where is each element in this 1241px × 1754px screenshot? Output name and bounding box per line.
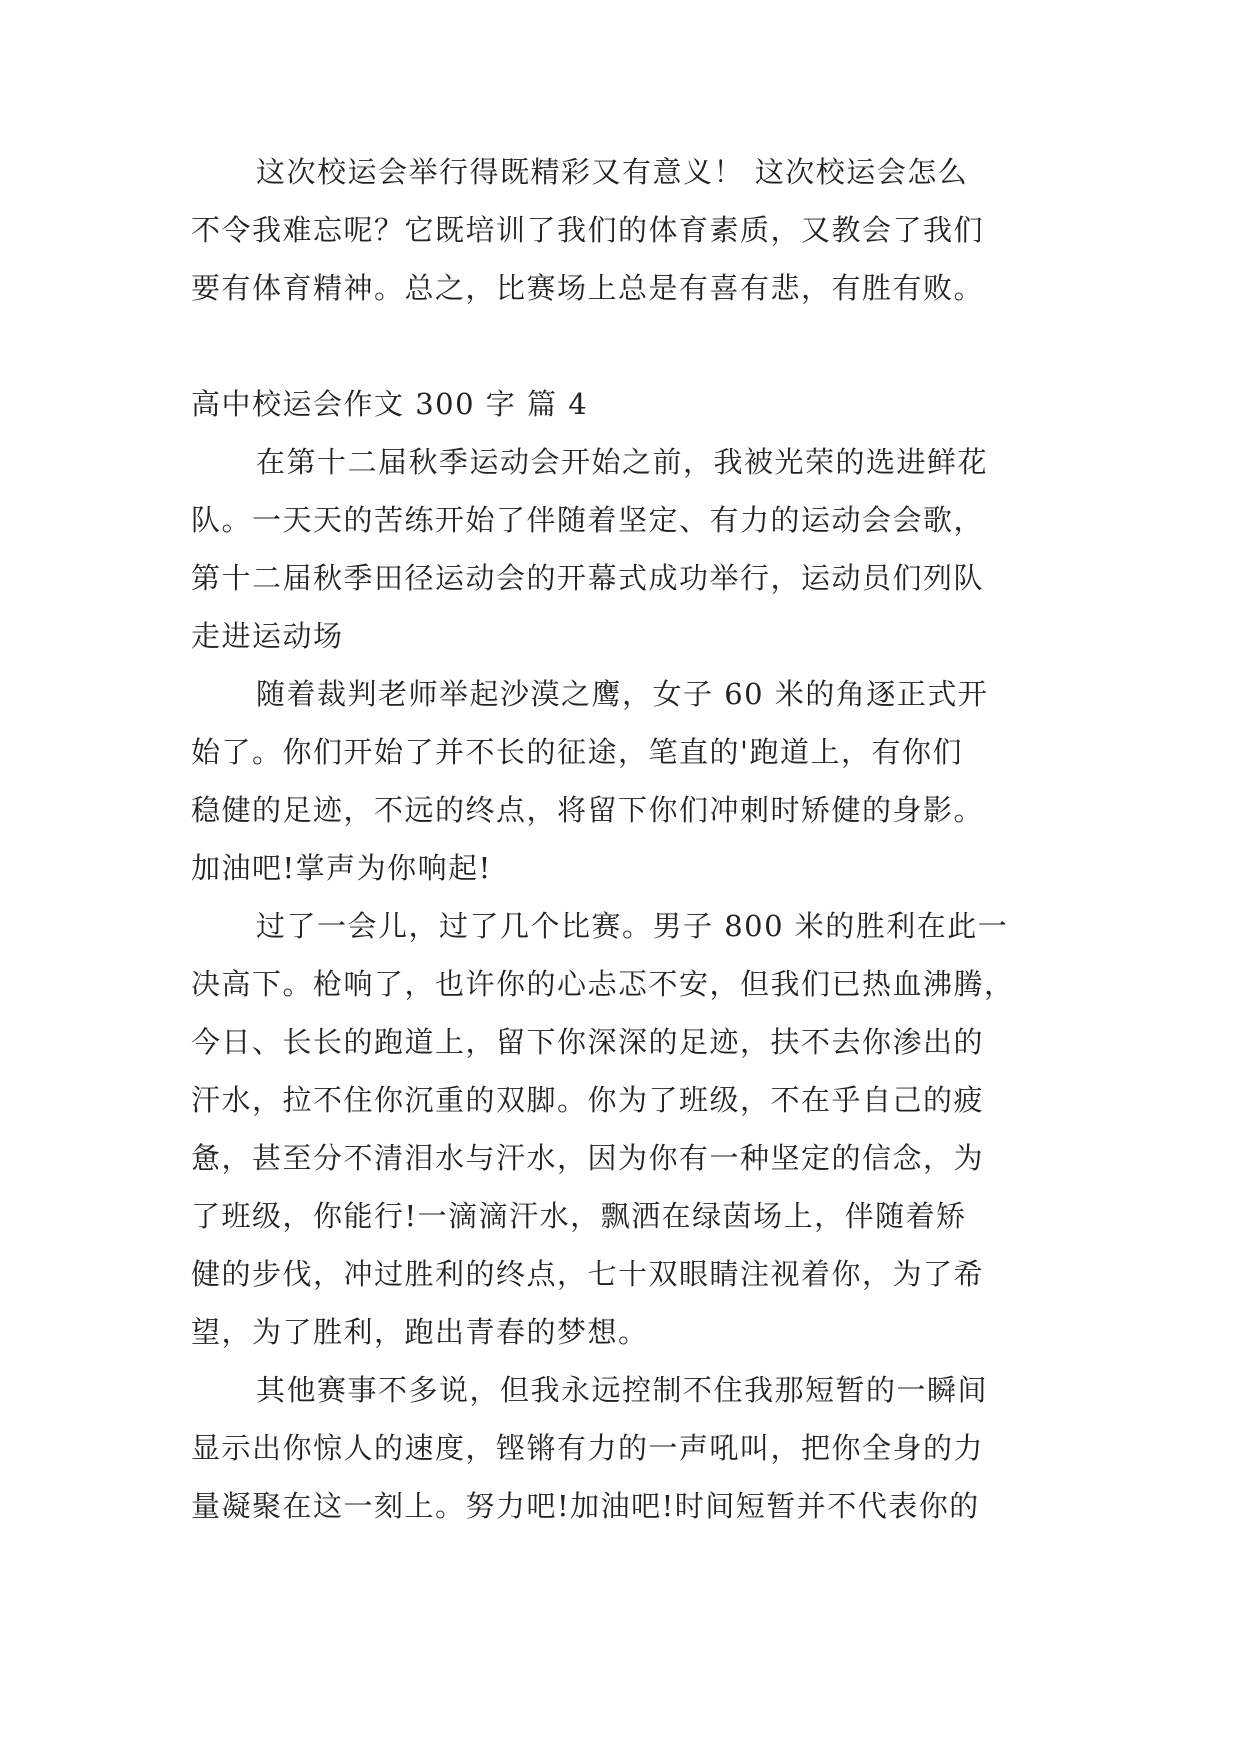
paragraph-line: 这次校运会举行得既精彩又有意义！ 这次校运会怎么 bbox=[256, 155, 969, 189]
paragraph-line: 加油吧!掌声为你响起! bbox=[191, 851, 492, 885]
paragraph-line: 望，为了胜利，跑出青春的梦想。 bbox=[191, 1315, 649, 1349]
paragraph-line: 今日、长长的跑道上，留下你深深的足迹，扶不去你渗出的 bbox=[191, 1025, 985, 1059]
paragraph-line: 其他赛事不多说，但我永远控制不住我那短暂的一瞬间 bbox=[256, 1373, 989, 1407]
paragraph-line: 要有体育精神。总之，比赛场上总是有喜有悲，有胜有败。 bbox=[191, 271, 985, 305]
paragraph-line: 始了。你们开始了并不长的征途，笔直的'跑道上，有你们 bbox=[191, 735, 963, 769]
paragraph-line: 惫，甚至分不清泪水与汗水，因为你有一种坚定的信念，为 bbox=[191, 1141, 985, 1175]
paragraph-line: 稳健的足迹，不远的终点，将留下你们冲刺时矫健的身影。 bbox=[191, 793, 985, 827]
paragraph-line: 量凝聚在这一刻上。努力吧!加油吧!时间短暂并不代表你的 bbox=[191, 1489, 980, 1523]
paragraph-line: 走进运动场 bbox=[191, 619, 344, 653]
paragraph-line: 显示出你惊人的速度，铿锵有力的一声吼叫，把你全身的力 bbox=[191, 1431, 985, 1465]
paragraph-line: 健的步伐，冲过胜利的终点，七十双眼睛注视着你，为了希 bbox=[191, 1257, 985, 1291]
paragraph-line: 过了一会儿，过了几个比赛。男子 800 米的胜利在此一 bbox=[256, 909, 1009, 943]
paragraph-line: 随着裁判老师举起沙漠之鹰，女子 60 米的角逐正式开 bbox=[256, 677, 989, 711]
paragraph-line: 汗水，拉不住你沉重的双脚。你为了班级，不在乎自己的疲 bbox=[191, 1083, 985, 1117]
section-heading: 高中校运会作文 300 字 篇 4 bbox=[191, 387, 589, 421]
paragraph-line: 第十二届秋季田径运动会的开幕式成功举行，运动员们列队 bbox=[191, 561, 985, 595]
paragraph-line: 不令我难忘呢？它既培训了我们的体育素质，又教会了我们 bbox=[191, 213, 985, 247]
paragraph-line: 了班级，你能行!一滴滴汗水，飘洒在绿茵场上，伴随着矫 bbox=[191, 1199, 967, 1233]
paragraph-line: 在第十二届秋季运动会开始之前，我被光荣的选进鲜花 bbox=[256, 445, 989, 479]
paragraph-line: 决高下。枪响了，也许你的心忐忑不安，但我们已热血沸腾， bbox=[191, 967, 1015, 1001]
paragraph-line: 队。一天天的苦练开始了伴随着坚定、有力的运动会会歌， bbox=[191, 503, 985, 537]
